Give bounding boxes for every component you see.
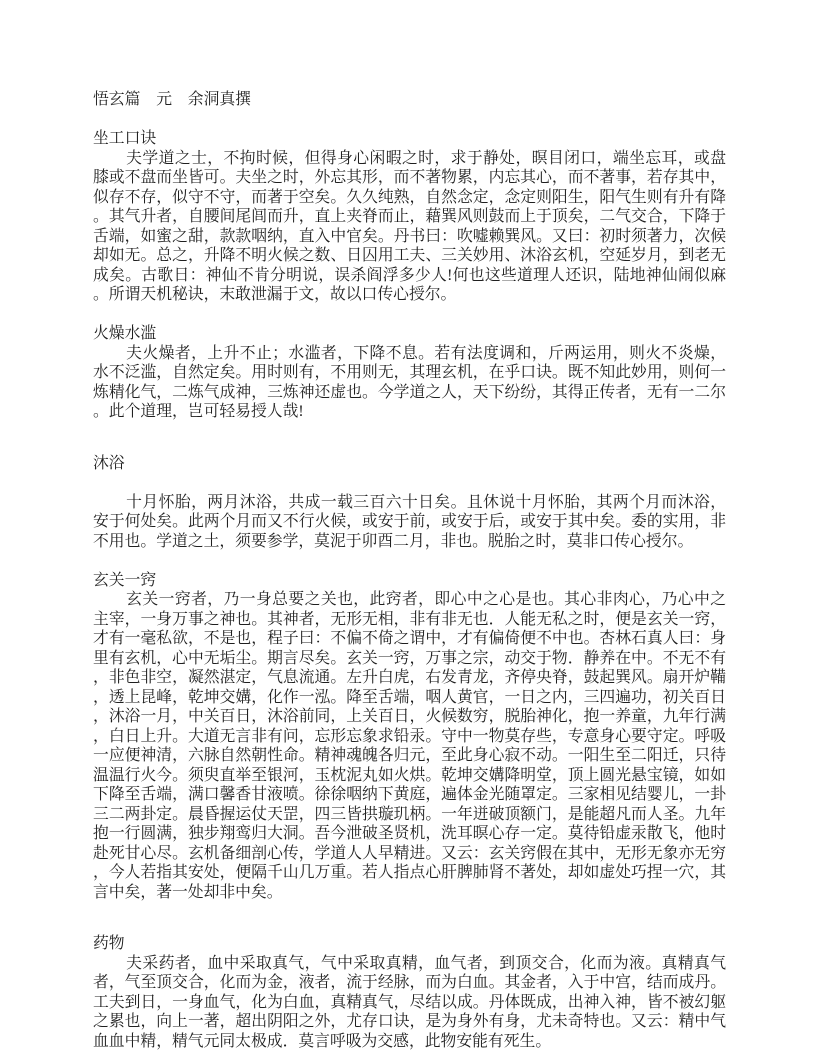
section-heading: 沐浴	[93, 454, 125, 472]
section-paragraph: 十月怀胎，两月沐浴，共成一载三百六十日矣。且休说十月怀胎，其两个月而沐浴，安于何处矣。此两个月而又不行火候，或安于前，或安于后，或安于其中矣。委的实用，非不用也。学道之土，须要参学，莫泥于卯酉二月，非也。脱胎之时，莫非口传心授尔。	[93, 493, 726, 550]
section-paragraph: 夫火燥者，上升不止；水滥者，下降不息。若有法度调和，斤两运用，则火不炎燥，水不泛滥，自然定矣。用时则有，不用则无，其理玄机，在乎口诀。既不知此妙用，则何一炼精化气，二炼气成神，三炼神还虚也。今学道之人，天下纷纷，其得正传者，无有一二尔。此个道理，岂可轻易授人哉!	[93, 344, 726, 420]
section-paragraph: 夫采药者，血中采取真气，气中采取真精，血气者，到顶交合，化而为液。真精真气者，气至顶交合，化而为金，液者，流于经脉，而为白血。其金者，入于中宫，结而成丹。工夫到日，一身血气，化为白血，真精真气，尽结以成。丹体既成，出神入神，皆不被幻躯之累也，向上一著，超出阴阳之外，尤存口诀，是为身外有身，尤未奇特也。又云：精中气血血中精，精气元同太极成．莫言呼吸为交感，此物安能有死生。	[93, 954, 726, 1050]
section-paragraph: 夫学道之士，不拘时候，但得身心闲暇之时，求于静处，暝目闭口，端坐忘耳，或盘膝或不盘而坐皆可。夫坐之时，外忘其形，而不著物累，内忘其心，而不著事，若存其中，似存不存，似守不守，而著于空矣。久久纯熟，自然念定，念定则阳生，阳气生则有升有降。其气升者，自腰间尾闾而升，直上夹脊而止，藉巽风则鼓而上于顶矣，二气交合，下降于舌端，如蜜之甜，款款咽纳，直入中官矣。丹书曰：吹嘘赖巽风。又曰：初时须著力，次候却如无。总之，升降不明火候之数、日囚用工夫、三关妙用、沐浴玄机，空延岁月，到老无成矣。古歌日：神仙不肯分明说，误杀阎浮多少人!何也这些道理人还识，陆地神仙闹似麻。所谓天机秘诀，末敢泄漏于文，故以口传心授尔。	[93, 149, 726, 303]
section-heading: 玄关一窍	[93, 571, 157, 589]
section-heading: 药物	[93, 935, 125, 952]
section-heading: 坐工口诀	[93, 130, 157, 147]
document-text-block	[93, 90, 726, 1051]
section-paragraph: 玄关一窍者，乃一身总要之关也，此窍者，即心中之心是也。其心非肉心，乃心中之主宰，一身万事之神也。其神者，无形无相，非有非无也．人能无私之时，便是玄关一窍，才有一毫私欲，不是也，程子曰：不偏不倚之谓中，才有偏倚便不中也。杏林石真人曰：身里有玄机，心中无垢尘。期言尽矣。玄关一窍，万事之宗，动交于物．静养在中。不无不有，非色非空，凝然湛定，气息流通。左升白虎，右发青龙，齐停央脊，鼓起巽风。扇开炉鞴，透上昆峰，乾坤交媾，化作一泓。降至舌端，咽人黄官，一日之内，三四遍功，初关百日，沐浴一月，中关百日，沐浴前同，上关百日，火候数穷，脱胎神化，抱一养童，九年行满，白日上升。大道无言非有问，忘形忘象求铅汞。守中一物莫存些，专意身心要守定。呼吸一应便神清，六脉自然朝性命。精神魂魄各归元，至此身心寂不动。一阳生至二阳迁，只待温温行火今。须臾直举至银河，玉枕泥丸如火烘。乾坤交媾降明堂，顶上圆光悬宝镜，如如下降至舌端，满口馨香甘液喷。徐徐咽纳下黄庭，遍体金光随罩定。三家相见结婴儿，一卦三二两卦定。晨昏握运仗天罡，四三皆拱璇玑柄。一年迸破顶额门，是能超凡而人圣。九年抱一行圆满，独步翔鸾归大洞。吾今泄破圣贤机，洗耳暝心存一定。莫待铅虚汞散飞，他时赴死甘心尽。玄机备细剖心传，学道人人早精进。又云：玄关窍假在其中，无形无象亦无穷，今人若指其安处，便隔千山几万重。若人指点心肝脾肺肾不著处，却如虚处巧捏一穴，其言中矣，著一处却非中矣。	[93, 591, 726, 901]
section-heading: 火燥水滥	[93, 325, 157, 342]
document-title: 悟玄篇 元 余洞真撰	[93, 91, 251, 108]
document-sections	[93, 129, 726, 1051]
